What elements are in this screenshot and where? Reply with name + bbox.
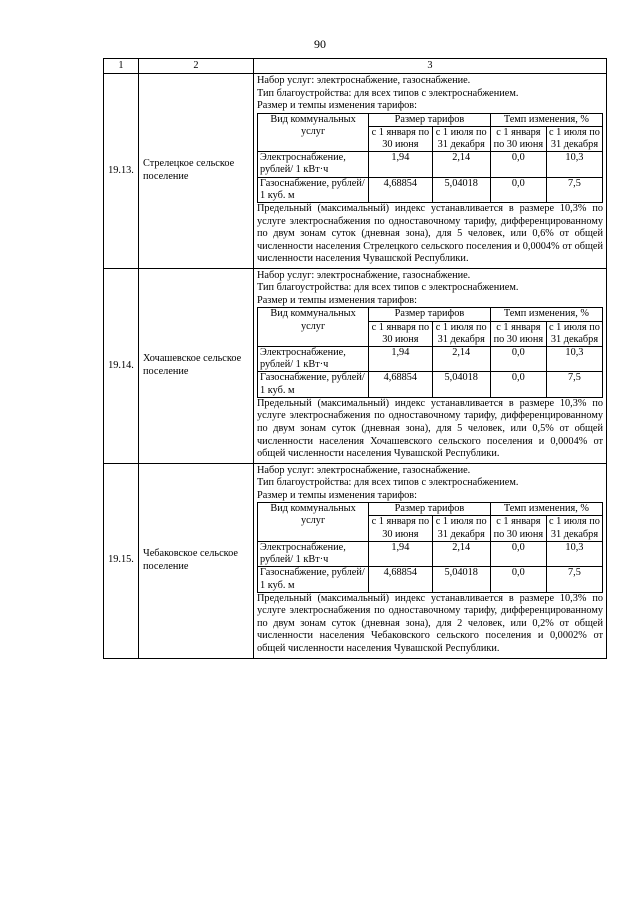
tariff-subtable xyxy=(257,502,603,592)
gas-rate-1: 0,0 xyxy=(490,372,546,397)
gas-rate-1: 0,0 xyxy=(490,177,546,202)
improvement-text: Тип благоустройства: для всех типов с электроснабжением. xyxy=(257,477,519,489)
services-text: Набор услуг: электроснабжение, газоснабжение. xyxy=(257,269,471,281)
gas-tariff-2: 5,04018 xyxy=(432,372,490,397)
tariffs-title: Размер и темпы изменения тарифов: xyxy=(257,489,418,501)
header-col-2: 2 xyxy=(139,59,254,74)
th-period-4: с 1 июля по 31 декабря xyxy=(546,126,602,151)
header-col-3: 3 xyxy=(254,59,607,74)
entry-details xyxy=(254,74,607,269)
limit-index-text: Предельный (максимальный) индекс устанавливается в размере 10,3% по услуге электроснабжения по одноставочному тарифу, дифференцированному по двум зонам суток (дневная зона), для 5 человек, или 0,5% от общей численности населения Хочашевского сельского поселения и 0,0004% от общей численности населения Чувашской Республики. xyxy=(257,397,603,460)
th-period-1: с 1 января по 30 июня xyxy=(369,321,432,346)
gas-rate-2: 7,5 xyxy=(546,567,602,592)
limit-index-text: Предельный (максимальный) индекс устанавливается в размере 10,3% по услуге электроснабжения по одноставочному тарифу, дифференцированному по двум зонам суток (дневная зона), для 2 человек, или 0,2% от общей численности населения Чебаковского сельского поселения и 0,0002% от общей численности населения Чувашской Республики. xyxy=(257,592,603,655)
settlement-name: Хочашевское сельское поселение xyxy=(139,268,254,463)
th-period-2: с 1 июля по 31 декабря xyxy=(432,516,490,541)
gas-tariff-2: 5,04018 xyxy=(432,567,490,592)
th-tariff-size: Размер тарифов xyxy=(369,308,491,321)
entry-number: 19.15. xyxy=(104,463,139,658)
table-row xyxy=(104,268,607,463)
electric-rate-1: 0,0 xyxy=(490,152,546,177)
th-rate: Темп изменения, % xyxy=(490,503,602,516)
electric-rate-2: 10,3 xyxy=(546,347,602,372)
gas-rate-2: 7,5 xyxy=(546,372,602,397)
tariff-subtable xyxy=(257,307,603,397)
entry-details xyxy=(254,268,607,463)
electric-rate-2: 10,3 xyxy=(546,152,602,177)
electric-row xyxy=(258,152,603,177)
gas-label: Газоснабжение, рублей/ 1 куб. м xyxy=(258,372,369,397)
services-text: Набор услуг: электроснабжение, газоснабжение. xyxy=(257,75,471,86)
entry-number: 19.14. xyxy=(104,268,139,463)
th-period-4: с 1 июля по 31 декабря xyxy=(546,321,602,346)
electric-row xyxy=(258,541,603,566)
th-period-1: с 1 января по 30 июня xyxy=(369,126,432,151)
table-header-row xyxy=(104,59,607,74)
th-service-kind: Вид коммунальных услуг xyxy=(258,308,369,347)
gas-tariff-1: 4,68854 xyxy=(369,372,432,397)
gas-row xyxy=(258,177,603,202)
electric-tariff-1: 1,94 xyxy=(369,347,432,372)
tariff-subtable xyxy=(257,113,603,203)
settlement-name: Стрелецкое сельское поселение xyxy=(139,74,254,269)
th-period-4: с 1 июля по 31 декабря xyxy=(546,516,602,541)
electric-tariff-1: 1,94 xyxy=(369,152,432,177)
th-service-kind: Вид коммунальных услуг xyxy=(258,113,369,152)
electric-tariff-1: 1,94 xyxy=(369,541,432,566)
tariffs-title: Размер и темпы изменения тарифов: xyxy=(257,100,418,111)
th-period-1: с 1 января по 30 июня xyxy=(369,516,432,541)
gas-row xyxy=(258,372,603,397)
table-row xyxy=(104,74,607,269)
page-number: 90 xyxy=(314,37,326,51)
gas-tariff-1: 4,68854 xyxy=(369,567,432,592)
gas-rate-1: 0,0 xyxy=(490,567,546,592)
th-period-3: с 1 января по 30 июня xyxy=(490,321,546,346)
electric-rate-1: 0,0 xyxy=(490,347,546,372)
th-rate: Темп изменения, % xyxy=(490,113,602,126)
electric-label: Электроснабжение, рублей/ 1 кВт·ч xyxy=(258,152,369,177)
gas-label: Газоснабжение, рублей/ 1 куб. м xyxy=(258,567,369,592)
gas-rate-2: 7,5 xyxy=(546,177,602,202)
electric-row xyxy=(258,347,603,372)
electric-rate-1: 0,0 xyxy=(490,541,546,566)
improvement-text: Тип благоустройства: для всех типов с электроснабжением. xyxy=(257,87,519,99)
gas-row xyxy=(258,567,603,592)
th-period-2: с 1 июля по 31 декабря xyxy=(432,126,490,151)
entry-number: 19.13. xyxy=(104,74,139,269)
th-period-3: с 1 января по 30 июня xyxy=(490,516,546,541)
th-tariff-size: Размер тарифов xyxy=(369,503,491,516)
electric-rate-2: 10,3 xyxy=(546,541,602,566)
gas-tariff-2: 5,04018 xyxy=(432,177,490,202)
improvement-text: Тип благоустройства: для всех типов с электроснабжением. xyxy=(257,282,519,294)
services-text: Набор услуг: электроснабжение, газоснабжение. xyxy=(257,464,471,476)
tariff-table xyxy=(103,58,607,659)
electric-tariff-2: 2,14 xyxy=(432,541,490,566)
entry-details xyxy=(254,463,607,658)
electric-tariff-2: 2,14 xyxy=(432,347,490,372)
th-period-3: с 1 января по 30 июня xyxy=(490,126,546,151)
gas-tariff-1: 4,68854 xyxy=(369,177,432,202)
th-period-2: с 1 июля по 31 декабря xyxy=(432,321,490,346)
electric-label: Электроснабжение, рублей/ 1 кВт·ч xyxy=(258,347,369,372)
electric-label: Электроснабжение, рублей/ 1 кВт·ч xyxy=(258,541,369,566)
electric-tariff-2: 2,14 xyxy=(432,152,490,177)
table-row xyxy=(104,463,607,658)
th-rate: Темп изменения, % xyxy=(490,308,602,321)
header-col-1: 1 xyxy=(104,59,139,74)
th-service-kind: Вид коммунальных услуг xyxy=(258,503,369,542)
settlement-name: Чебаковское сельское поселение xyxy=(139,463,254,658)
limit-index-text: Предельный (максимальный) индекс устанавливается в размере 10,3% по услуге электроснабжения по одноставочному тарифу, дифференцированному по двум зонам суток (дневная зона), для 5 человек, или 0,6% от общей численности населения Стрелецкого сельского поселения и 0,0004% от общей численности населения Чувашской Республики. xyxy=(257,202,603,265)
th-tariff-size: Размер тарифов xyxy=(369,113,491,126)
tariffs-title: Размер и темпы изменения тарифов: xyxy=(257,294,418,306)
gas-label: Газоснабжение, рублей/ 1 куб. м xyxy=(258,177,369,202)
